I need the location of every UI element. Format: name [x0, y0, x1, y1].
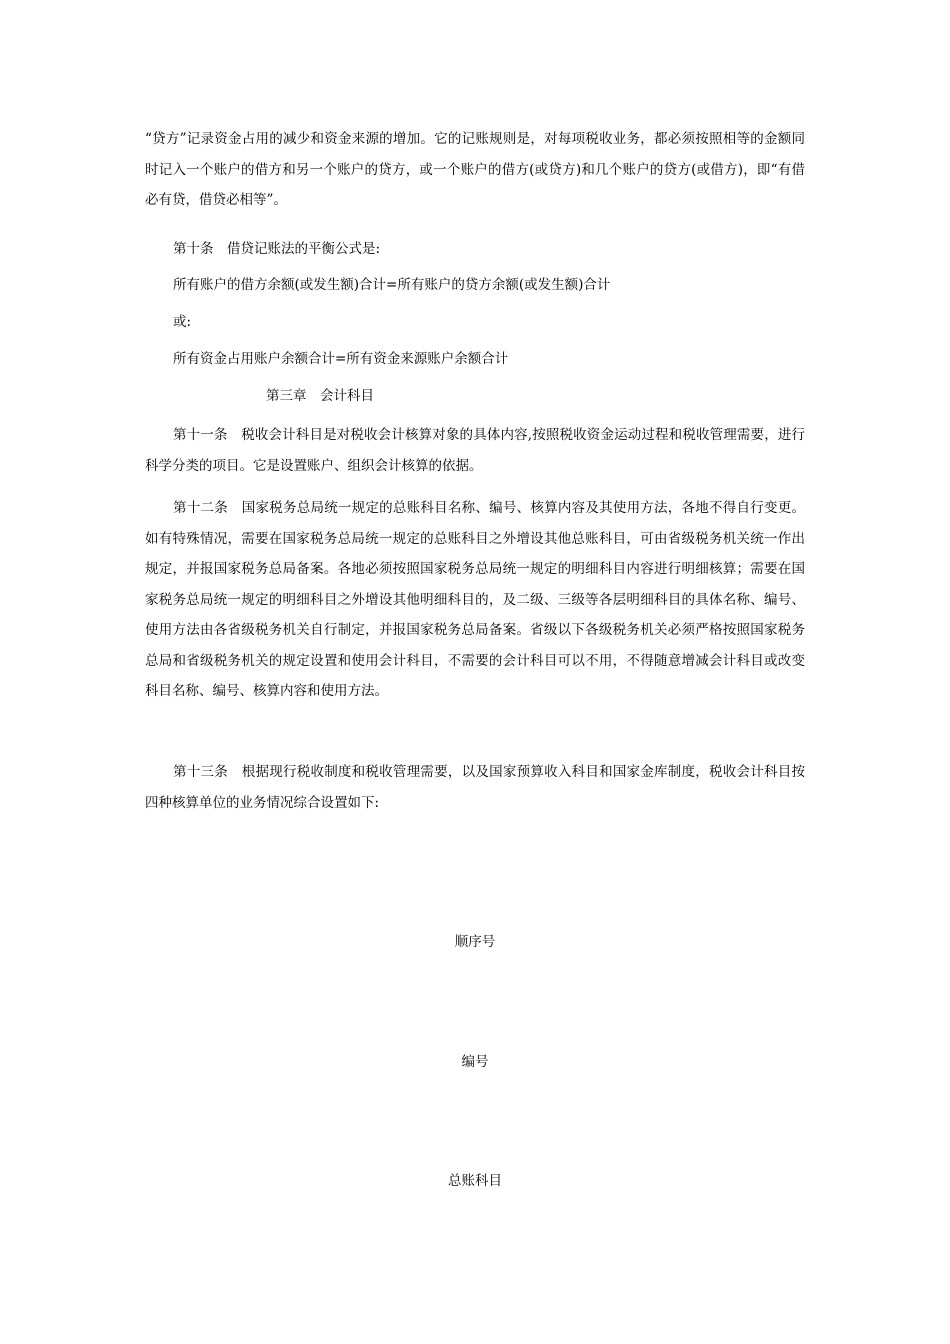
- formula-1: 所有账户的借方余额(或发生额)合计=所有账户的贷方余额(或发生额)合计: [173, 277, 611, 293]
- table-header-code: 编号: [461, 1054, 489, 1070]
- article-12: 第十二条 国家税务总局统一规定的总账科目名称、编号、核算内容及其使用方法，各地不得自行变更。如有特殊情况，需要在国家税务总局统一规定的总账科目之外增设其他总账科目，可由省级税务机关统一作出规定，并报国家税务总局备案。各地必须按照国家税务总局统一规定的明细科目内容进行明细核算；需要在国家税务总局统一规定的明细科目之外增设其他明细科目的，及二级、三级等各层明细科目的具体名称、编号、使用方法由各省级税务机关自行制定，并报国家税务总局备案。省级以下各级税务机关必须严格按照国家税务总局和省级税务机关的规定设置和使用会计科目，不需要的会计科目可以不用，不得随意增减会计科目或改变科目名称、编号、核算内容和使用方法。: [145, 500, 805, 699]
- table-header-ledger-account: 总账科目: [448, 1173, 502, 1189]
- article-10: 第十条 借贷记账法的平衡公式是:: [173, 241, 381, 257]
- article-13: 第十三条 根据现行税收制度和税收管理需要，以及国家预算收入科目和国家金库制度，税收会计科目按四种核算单位的业务情况综合设置如下:: [145, 764, 805, 811]
- or-text: 或:: [173, 314, 192, 330]
- table-header-sequence: 顺序号: [454, 934, 496, 950]
- paragraph-continued: “贷方”记录资金占用的减少和资金来源的增加。它的记账规则是，对每项税收业务，都必须按照相等的金额同时记入一个账户的借方和另一个账户的贷方，或一个账户的借方(或贷方)和几个账户的贷方(或借方)，即“有借必有贷，借贷必相等”。: [145, 131, 805, 208]
- article-11: 第十一条 税收会计科目是对税收会计核算对象的具体内容,按照税收资金运动过程和税收管理需要，进行科学分类的项目。它是设置账户、组织会计核算的依据。: [145, 427, 805, 474]
- formula-2: 所有资金占用账户余额合计=所有资金来源账户余额合计: [173, 351, 509, 367]
- chapter-3-title: 第三章 会计科目: [266, 388, 374, 404]
